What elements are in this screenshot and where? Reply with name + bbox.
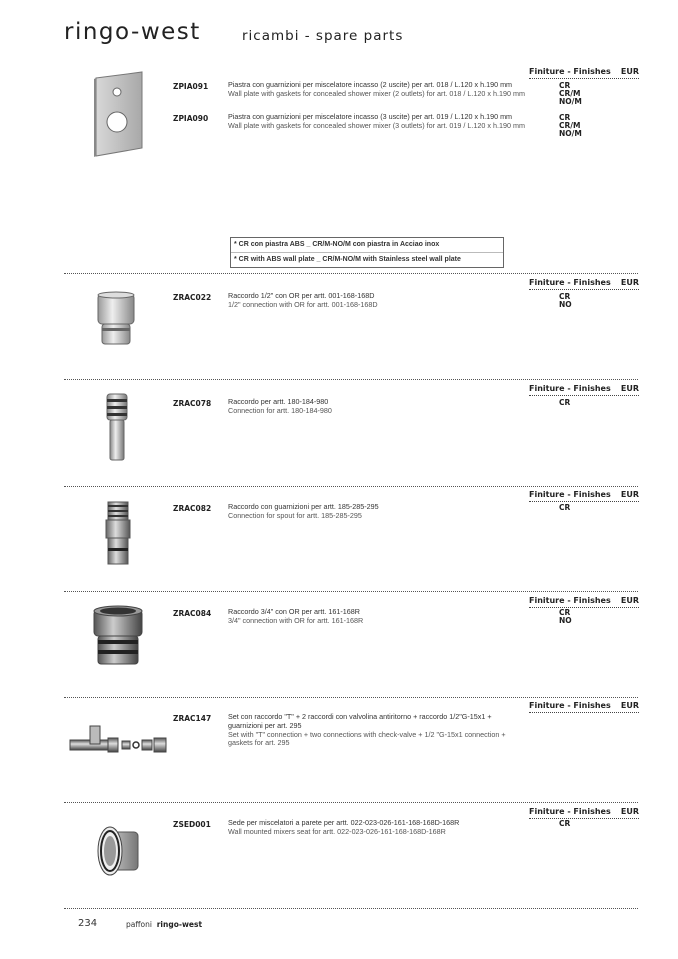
- finish-list: CR CR/M NO/M: [559, 113, 582, 138]
- eur-label: EUR: [620, 384, 639, 393]
- finishes-label: Finiture - Finishes: [529, 596, 611, 605]
- page-subtitle: ricambi - spare parts: [242, 28, 404, 44]
- mixer-seat-image: [94, 822, 142, 880]
- product-description: [228, 113, 528, 131]
- description-en: Wall plate with gaskets for concealed shower mixer (2 outlets) for art. 018 / L.120 x h.190 mm: [228, 88, 525, 98]
- description-en: 3/4" connection with OR for artt. 161-168R: [228, 615, 364, 625]
- finish-note-box: [230, 237, 504, 268]
- finishes-header: [529, 384, 639, 396]
- finish-list: CR: [559, 503, 571, 512]
- product-code: ZRAC022: [173, 293, 212, 302]
- finishes-header: [529, 278, 639, 290]
- finishes-label: Finiture - Finishes: [529, 384, 611, 393]
- description-en: Wall plate with gaskets for concealed shower mixer (3 outlets) for art. 019 / L.120 x h.190 mm: [228, 120, 525, 130]
- product-code: ZRAC147: [173, 714, 212, 723]
- product-code: ZSED001: [173, 820, 211, 829]
- section-divider: [64, 591, 638, 592]
- description-it: Sede per miscelatori a parete per artt. 022-023-026-161-168-168D-168R: [228, 818, 460, 827]
- product-code: ZPIA091: [173, 82, 209, 91]
- finishes-header: [529, 490, 639, 502]
- finish-list: CR NO: [559, 292, 572, 309]
- description-it: Raccordo per artt. 180-184-980: [228, 397, 329, 406]
- connector-image: [104, 500, 132, 566]
- description-it: Set con raccordo "T" + 2 raccordi con valvolina antiritorno + raccordo 1/2"G-15x1 + guarnizioni per art. 295: [228, 712, 492, 730]
- product-description: [228, 503, 528, 521]
- product-code: ZRAC082: [173, 504, 212, 513]
- description-it: Piastra con guarnizioni per miscelatore incasso (2 uscite) per art. 018 / L.120 x h.190 mm: [228, 80, 513, 89]
- section-divider: [64, 802, 638, 803]
- description-en: 1/2" connection with OR for artt. 001-168-168D: [228, 299, 378, 309]
- footer-divider: [64, 908, 638, 909]
- finishes-label: Finiture - Finishes: [529, 490, 611, 499]
- finishes-label: Finiture - Finishes: [529, 278, 611, 287]
- eur-label: EUR: [620, 490, 639, 499]
- eur-label: EUR: [620, 807, 639, 816]
- finishes-header: [529, 67, 639, 79]
- product-description: [228, 819, 528, 837]
- footer-brand-small: paffoni: [126, 920, 152, 929]
- finishes-header: [529, 596, 639, 608]
- product-code: ZPIA090: [173, 114, 209, 123]
- finishes-header: [529, 701, 639, 713]
- product-code: ZRAC084: [173, 609, 212, 618]
- note-line-it: * CR con piastra ABS _ CR/M-NO/M con piastra in Acciao inox: [234, 241, 440, 248]
- description-it: Raccordo 3/4" con OR per artt. 161-168R: [228, 607, 360, 616]
- description-en: Connection for spout for artt. 185-285-295: [228, 510, 362, 520]
- footer-brand-bold: ringo-west: [156, 920, 203, 929]
- connector-image: [90, 604, 146, 668]
- connector-image: [96, 290, 136, 348]
- description-en: Connection for artt. 180-184-980: [228, 405, 332, 415]
- footer-brand: [126, 920, 202, 929]
- page-number: 234: [78, 918, 98, 929]
- note-line-en: * CR with ABS wall plate _ CR/M-NO/M with Stainless steel wall plate: [231, 252, 503, 267]
- section-divider: [64, 486, 638, 487]
- product-description: [228, 608, 528, 626]
- description-en: Set with "T" connection + two connections with check-valve + 1/2 "G-15x1 connection + gaskets for art. 295: [228, 729, 506, 748]
- brand-title: ringo-west: [64, 19, 201, 45]
- section-divider: [64, 379, 638, 380]
- finishes-label: Finiture - Finishes: [529, 701, 611, 710]
- section-divider: [64, 273, 638, 274]
- product-description: [228, 713, 528, 748]
- description-it: Raccordo 1/2" con OR per artt. 001-168-168D: [228, 291, 375, 300]
- finish-list: CR CR/M NO/M: [559, 81, 582, 106]
- eur-label: EUR: [620, 278, 639, 287]
- product-description: [228, 292, 528, 310]
- finishes-label: Finiture - Finishes: [529, 807, 611, 816]
- finish-list: CR: [559, 819, 571, 828]
- wall-plate-image: [92, 70, 144, 158]
- product-code: ZRAC078: [173, 399, 212, 408]
- t-connection-set-image: [68, 722, 170, 758]
- eur-label: EUR: [620, 701, 639, 710]
- description-en: Wall mounted mixers seat for artt. 022-023-026-161-168-168D-168R: [228, 826, 446, 836]
- product-description: [228, 398, 528, 416]
- product-description: [228, 81, 528, 99]
- eur-label: EUR: [620, 67, 639, 76]
- finishes-label: Finiture - Finishes: [529, 67, 611, 76]
- section-divider: [64, 697, 638, 698]
- finishes-header: [529, 807, 639, 819]
- connector-image: [104, 392, 130, 462]
- finish-list: CR: [559, 398, 571, 407]
- eur-label: EUR: [620, 596, 639, 605]
- description-it: Piastra con guarnizioni per miscelatore incasso (3 uscite) per art. 019 / L.120 x h.190 mm: [228, 112, 513, 121]
- description-it: Raccordo con guarnizioni per artt. 185-285-295: [228, 502, 379, 511]
- finish-list: CR NO: [559, 608, 572, 625]
